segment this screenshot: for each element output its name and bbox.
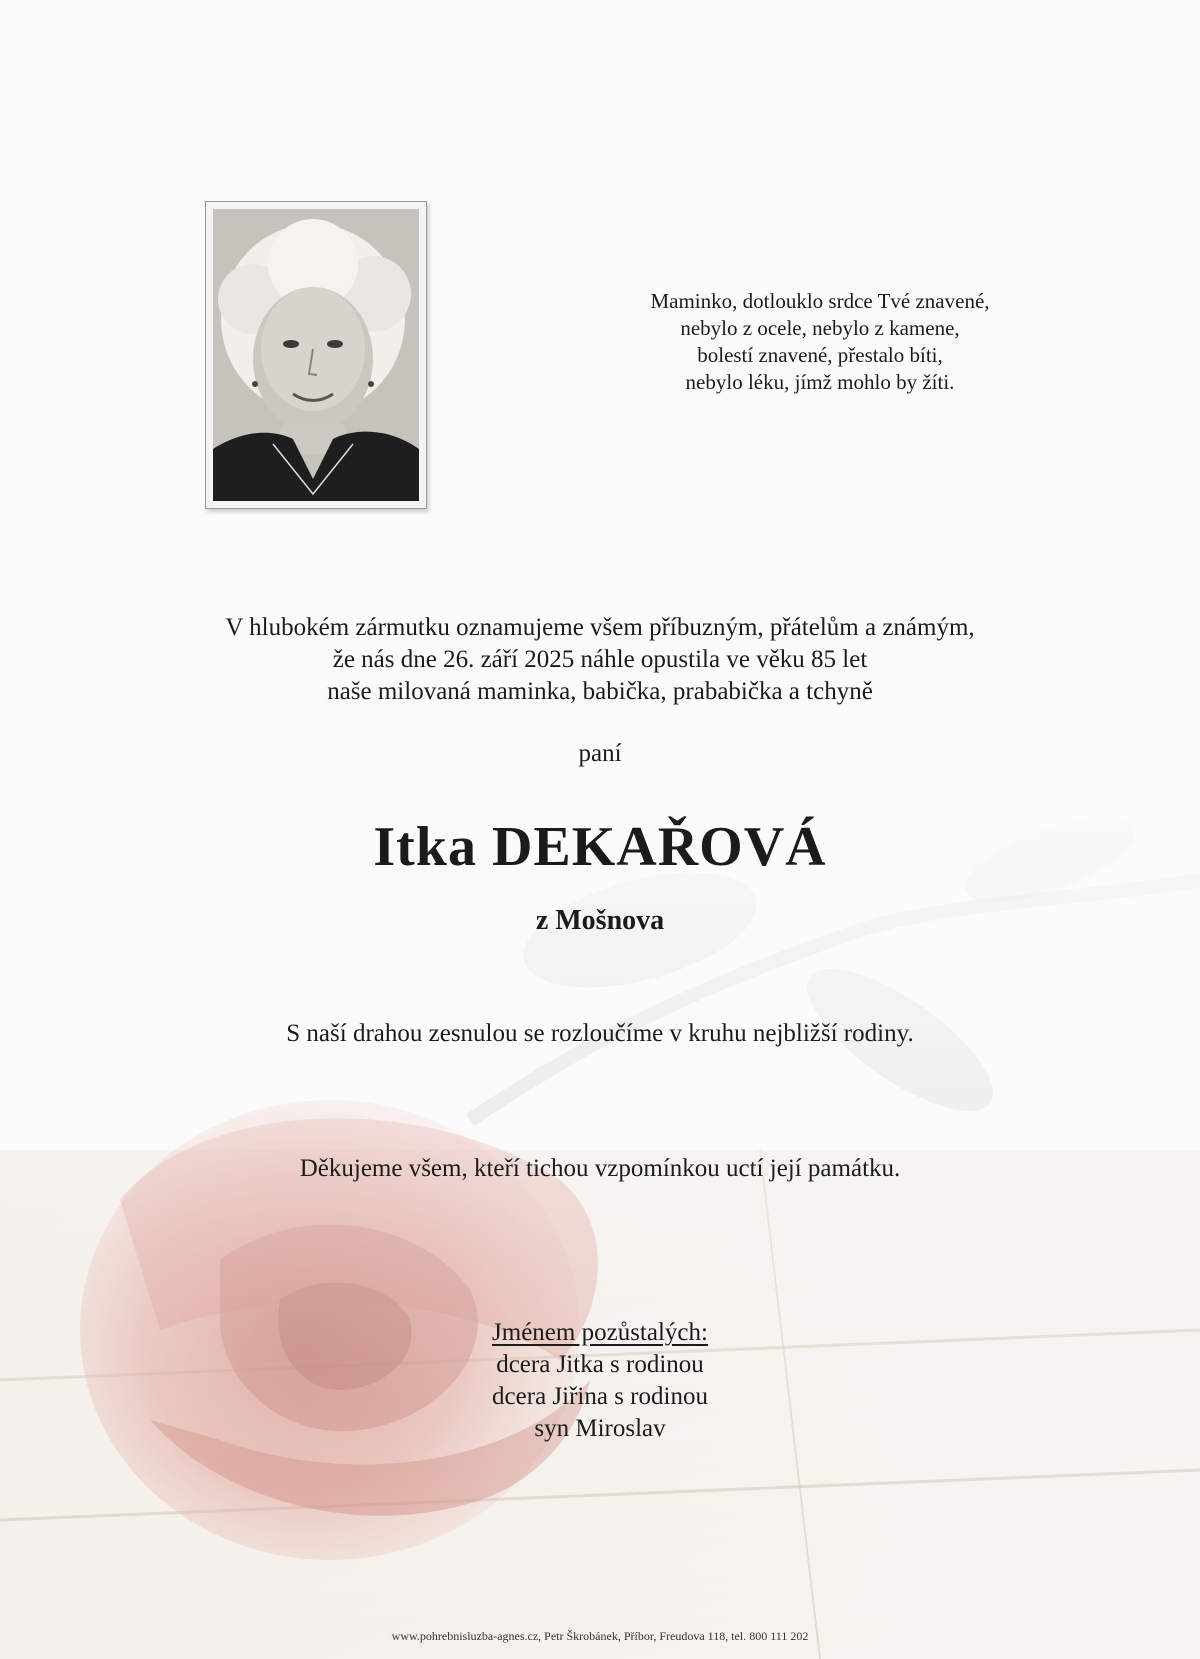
portrait-photo (205, 201, 427, 509)
poem-line: Maminko, dotlouklo srdce Tvé znavené, (650, 289, 990, 313)
deceased-name: Itka DEKAŘOVÁ (373, 816, 827, 878)
poem (600, 288, 1040, 396)
announcement-line: že nás dne 26. září 2025 náhle opustila ve věku 85 let (332, 646, 868, 673)
signature-name: dcera Jiřina s rodinou (492, 1383, 708, 1410)
announcement-text (0, 612, 1200, 708)
signatures (0, 1317, 1200, 1445)
poem-line: nebylo z ocele, nebylo z kamene, (680, 316, 960, 340)
thanks-note: Děkujeme všem, kteří tichou vzpomínkou uctí její památku. (299, 1155, 901, 1182)
signatures-heading: Jménem pozůstalých: (492, 1319, 708, 1346)
honorific: paní (578, 740, 622, 767)
signature-name: dcera Jitka s rodinou (496, 1351, 704, 1378)
poem-line: nebylo léku, jímž mohlo by žíti. (685, 370, 955, 394)
farewell-note: S naší drahou zesnulou se rozloučíme v kruhu nejbližší rodiny. (286, 1020, 914, 1047)
announcement-line: V hlubokém zármutku oznamujeme všem příbuzným, přátelům a známým, (225, 614, 975, 641)
deceased-origin: z Mošnova (535, 905, 665, 936)
portrait-image (213, 209, 419, 501)
announcement-line: naše milovaná maminka, babička, prababička a tchyně (327, 678, 873, 705)
signature-name: syn Miroslav (534, 1415, 666, 1442)
poem-line: bolestí znavené, přestalo bíti, (697, 343, 943, 367)
funeral-service-footer: www.pohrebnisluzba-agnes.cz, Petr Škrobánek, Příbor, Freudova 118, tel. 800 111 202 (391, 1629, 809, 1643)
